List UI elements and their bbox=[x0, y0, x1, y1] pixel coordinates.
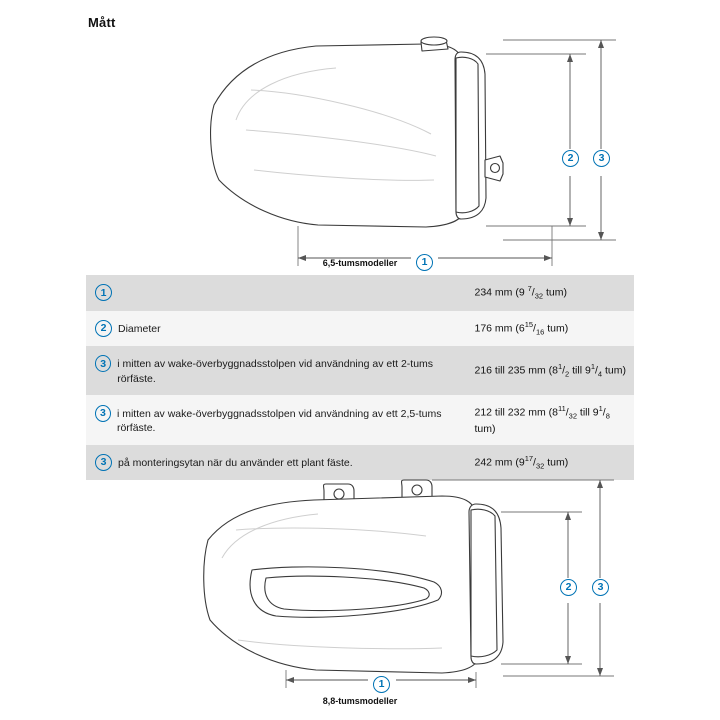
row-label-text: i mitten av wake-överbyggnadsstolpen vid användning av ett 2,5-tums rörfäste. bbox=[116, 407, 442, 434]
row-marker-3: 3 bbox=[95, 405, 111, 422]
value-tail: tum) bbox=[543, 286, 567, 299]
value-main: 234 mm (9 bbox=[474, 286, 528, 299]
value-main: 242 mm (9 bbox=[474, 456, 525, 469]
table-row bbox=[86, 311, 634, 347]
value-denominator: 2 bbox=[565, 369, 570, 379]
speaker-8-8-drawing bbox=[86, 470, 634, 710]
figure-bottom bbox=[86, 470, 634, 710]
value-tail: tum) bbox=[544, 456, 569, 469]
row-label-cell bbox=[86, 311, 466, 347]
row-marker-1: 1 bbox=[95, 284, 112, 301]
figure-top-caption: 6,5-tumsmodeller bbox=[322, 258, 398, 268]
callout-2-bottom: 2 bbox=[560, 579, 577, 596]
row-marker-2: 2 bbox=[95, 320, 112, 337]
value-numerator-2: 1 bbox=[590, 361, 595, 371]
value-mid: till 9 bbox=[569, 364, 591, 377]
value-denominator: 16 bbox=[535, 327, 545, 337]
row-label-cell bbox=[86, 346, 466, 394]
value-mid: till 9 bbox=[577, 406, 599, 419]
callout-1-top: 1 bbox=[416, 254, 433, 271]
callout-3-top: 3 bbox=[593, 150, 610, 167]
row-label-text: på monteringsytan när du använder ett plant fäste. bbox=[118, 457, 353, 470]
value-denominator: 32 bbox=[568, 411, 578, 421]
value-tail: tum) bbox=[544, 322, 569, 335]
figure-bottom-caption: 8,8-tumsmodeller bbox=[322, 696, 398, 706]
page-title: Mått bbox=[88, 15, 116, 30]
row-label-cell bbox=[86, 395, 466, 445]
row-label-cell bbox=[86, 275, 466, 311]
callout-2-top: 2 bbox=[562, 150, 579, 167]
value-numerator: 1 bbox=[557, 361, 563, 371]
figure-top bbox=[86, 30, 634, 270]
value-numerator: 11 bbox=[557, 403, 566, 413]
value-numerator: 17 bbox=[524, 453, 534, 463]
table-row bbox=[86, 275, 634, 311]
dimensions-table bbox=[86, 275, 634, 480]
row-marker-3: 3 bbox=[95, 355, 111, 372]
value-tail: tum) bbox=[602, 364, 626, 377]
row-value-cell: 216 till 235 mm ($8^1/_2$ till $9^1/_4$ tum) bbox=[466, 346, 635, 394]
value-denominator-2: 8 bbox=[605, 411, 610, 421]
value-main: 212 till 232 mm (8 bbox=[474, 406, 558, 419]
value-numerator-2: 1 bbox=[598, 403, 603, 413]
row-label-text: i mitten av wake-överbyggnadsstolpen vid användning av ett 2-tums rörfäste. bbox=[117, 358, 434, 385]
value-main: 216 till 235 mm (8 bbox=[474, 364, 558, 377]
row-label-text: Diameter bbox=[118, 323, 161, 336]
table-row bbox=[86, 346, 634, 394]
row-value-cell: 212 till 232 mm ($8^{11}/_{32}$ till $9^1/_8$ tum) bbox=[466, 395, 635, 445]
table-row bbox=[86, 395, 634, 445]
value-denominator: 32 bbox=[534, 291, 544, 301]
row-value-cell: 242 mm ($9^{17}/_{32}$ tum) bbox=[466, 445, 635, 481]
callout-1-bottom: 1 bbox=[373, 676, 390, 693]
value-denominator-2: 4 bbox=[597, 369, 603, 379]
value-tail: tum) bbox=[474, 422, 496, 435]
value-numerator: 15 bbox=[524, 319, 534, 329]
row-value-cell: 234 mm (9 $^7/_{32}$ tum) bbox=[466, 275, 635, 311]
row-marker-3: 3 bbox=[95, 454, 112, 471]
speaker-6-5-drawing bbox=[86, 30, 634, 270]
value-denominator: 32 bbox=[535, 461, 545, 471]
callout-3-bottom: 3 bbox=[592, 579, 609, 596]
row-value-cell: 176 mm ($6^{15}/_{16}$ tum) bbox=[466, 311, 635, 347]
value-numerator: 7 bbox=[527, 284, 532, 293]
value-main: 176 mm (6 bbox=[474, 322, 525, 335]
